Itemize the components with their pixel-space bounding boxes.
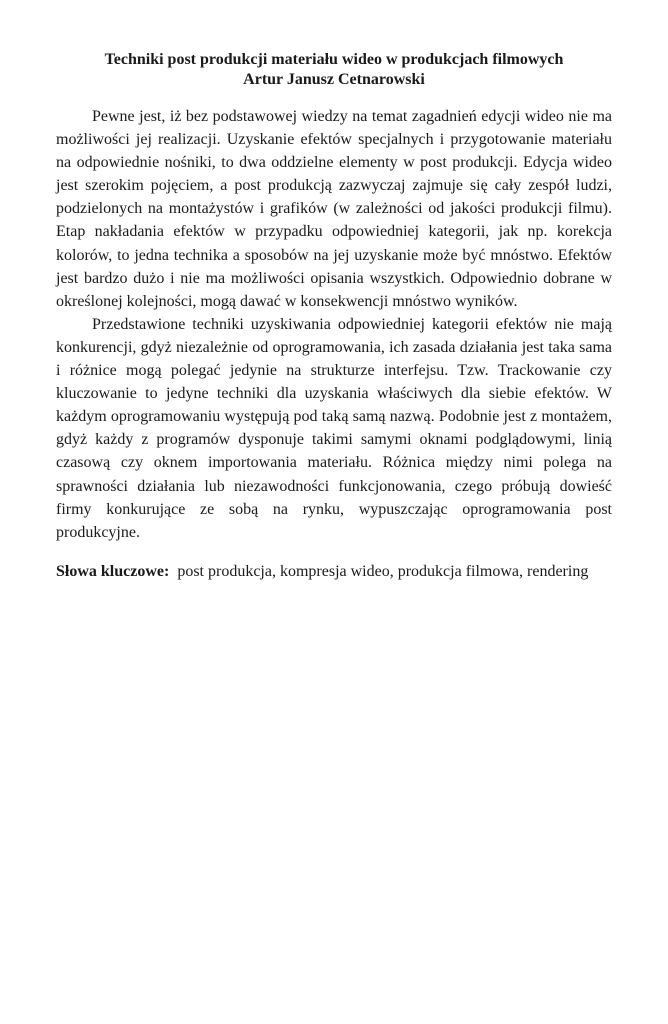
keywords-text: post produkcja, kompresja wideo, produkcja filmowa, rendering xyxy=(177,562,589,580)
abstract-paragraph-1: Pewne jest, iż bez podstawowej wiedzy na temat zagadnień edycji wideo nie ma możliwości jej realizacji. Uzyskanie efektów specjalnych i przygotowanie materiału na odpowiednie nośniki, to dwa oddzielne elementy w post produkcji. Edycja wideo jest szerokim pojęciem, a post produkcją zazwyczaj zajmuje się cały zespół ludzi, podzielonych na montażystów i grafików (w zależności od jakości produkcji filmu). Etap nakładania efektów w przypadku odpowiedniej kategorii, jak np. korekcja kolorów, to jedna technika a sposobów na jej uzyskanie może być mnóstwo. Efektów jest bardzo dużo i nie ma możliwości opisania wszystkich. Odpowiednio dobrane w określonej kolejności, mogą dawać w konsekwencji mnóstwo wyników. xyxy=(56,108,612,310)
document-title: Techniki post produkcji materiału wideo w produkcjach filmowych xyxy=(104,51,564,68)
document-author: Artur Janusz Cetnarowski xyxy=(243,71,425,88)
title-block xyxy=(56,50,612,90)
abstract-body xyxy=(56,105,612,544)
abstract-paragraph-2: Przedstawione techniki uzyskiwania odpowiedniej kategorii efektów nie mają konkurencji, gdyż niezależnie od oprogramowania, ich zasada działania jest taka sama i różnice mogą polegać jedynie na strukturze interfejsu. Tzw. Trackowanie czy kluczowanie to jedyne techniki dla uzyskania właściwych dla siebie efektów. W każdym oprogramowaniu występują pod taką samą nazwą. Podobnie jest z montażem, gdyż każdy z programów dysponuje takimi samymi oknami podglądowymi, linią czasową czy oknem importowania materiału. Różnica między nimi polega na sprawności działania lub niezawodności funkcjonowania, czego próbują dowieść firmy konkurujące ze sobą na rynku, wypuszczając oprogramowania post produkcyjne. xyxy=(56,315,612,541)
document-page xyxy=(56,50,612,583)
keywords-label: Słowa kluczowe: xyxy=(56,562,170,580)
keywords-line xyxy=(56,560,612,583)
